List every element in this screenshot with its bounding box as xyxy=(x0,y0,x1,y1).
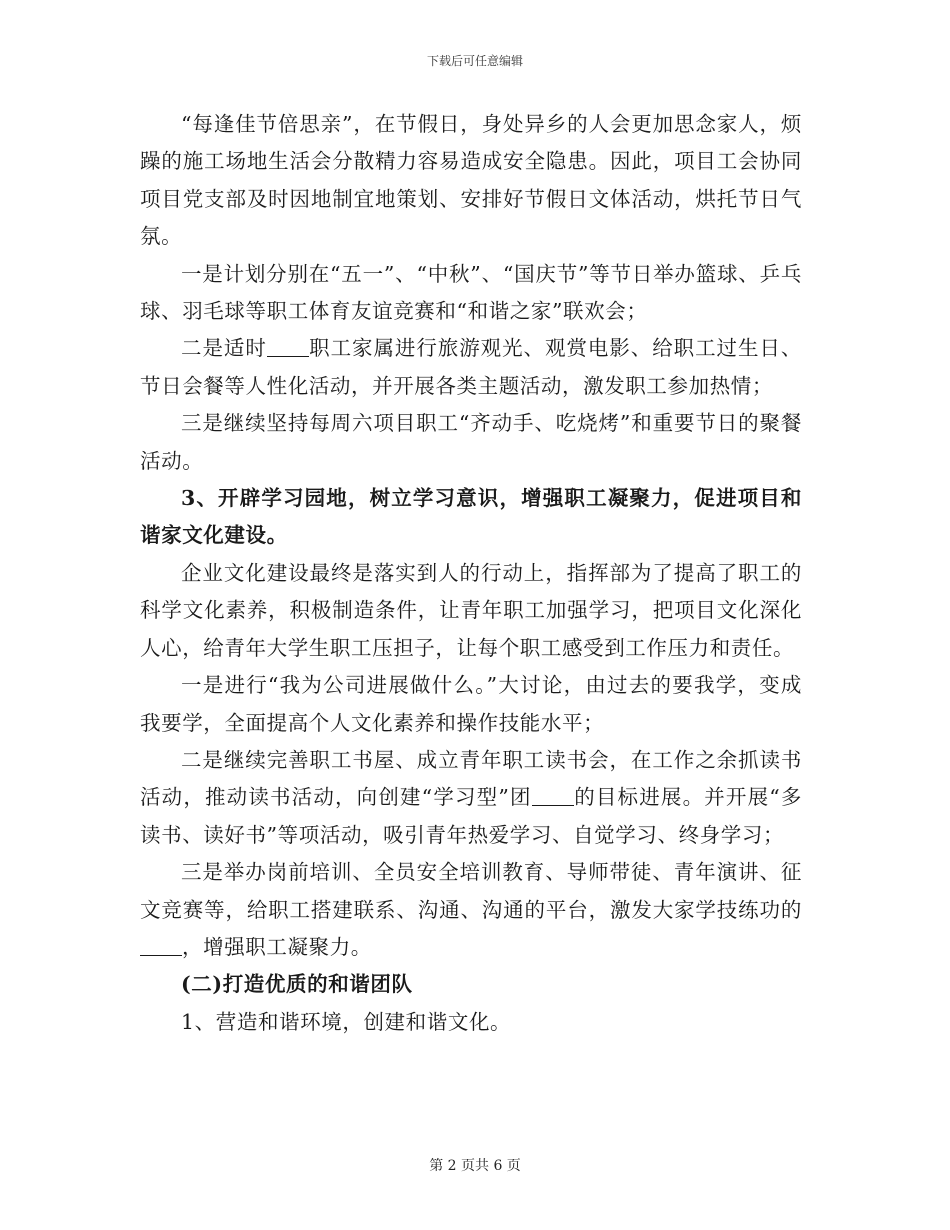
paragraph-plan-two xyxy=(140,330,802,405)
section-heading-team: (二)打造优质的和谐团队 xyxy=(181,972,413,997)
paragraph-plan-one: 一是计划分别在“五一”、“中秋”、“国庆节”等节日举办篮球、乒乓球、羽毛球等职工体育友谊竞赛和“和谐之家”联欢会； xyxy=(140,261,802,324)
fill-blank xyxy=(532,785,574,807)
paragraph-text-segment: ，增强职工凝聚力。 xyxy=(182,934,372,959)
paragraph-learning-three xyxy=(140,854,802,966)
paragraph-plan-three: 三是继续坚持每周六项目职工“齐动手、吃烧烤”和重要节日的聚餐活动。 xyxy=(140,411,802,473)
paragraph-text-segment: 的目标进展。并开展“多读书、读好书”等项活动，吸引青年热爱学习、自觉学习、终身学习； xyxy=(140,785,802,847)
paragraph-learning-two xyxy=(140,742,802,854)
section-heading-harmony: 1、营造和谐环境，创建和谐文化。 xyxy=(181,1009,512,1034)
paragraph-text-segment: 职工家属进行旅游观光、观赏电影、给职工过生日、节日会餐等人性化活动，并开展各类主题活动，激发职工参加热情； xyxy=(140,336,802,398)
paragraph-text-segment: 三是举办岗前培训、全员安全培训教育、导师带徒、青年演讲、征文竞赛等，给职工搭建联系、沟通、沟通的平台，激发大家学技练功的 xyxy=(140,860,802,922)
document-body xyxy=(140,106,802,1041)
page-number: 第 2 页共 6 页 xyxy=(429,1158,521,1174)
section-heading-learning: 3、开辟学习园地，树立学习意识，增强职工凝聚力，促进项目和谐家文化建设。 xyxy=(140,486,802,548)
paragraph-text-segment: 二是继续完善职工书屋、成立青年职工读书会，在工作之余抓读书活动，推动读书活动，向创建“学习型”团 xyxy=(140,747,802,810)
paragraph-festival-intro: “每逢佳节倍思亲”，在节假日，身处异乡的人会更加思念家人，烦躁的施工场地生活会分散精力容易造成安全隐患。因此，项目工会协同项目党支部及时因地制宜地策划、安排好节假日文体活动，烘托节日气氛。 xyxy=(140,112,802,249)
fill-blank xyxy=(267,336,309,358)
paragraph-culture-building: 企业文化建设最终是落实到人的行动上，指挥部为了提高了职工的科学文化素养，积极制造条件，让青年职工加强学习，把项目文化深化人心，给青年大学生职工压担子，让每个职工感受到工作压力和责任。 xyxy=(140,560,802,660)
fill-blank xyxy=(140,934,182,956)
paragraph-text-segment: 二是适时 xyxy=(181,336,267,361)
page-header-note: 下载后可任意编辑 xyxy=(426,54,523,68)
paragraph-learning-one: 一是进行“我为公司进展做什么。”大讨论，由过去的要我学，变成我要学，全面提高个人文化素养和操作技能水平； xyxy=(140,673,802,735)
